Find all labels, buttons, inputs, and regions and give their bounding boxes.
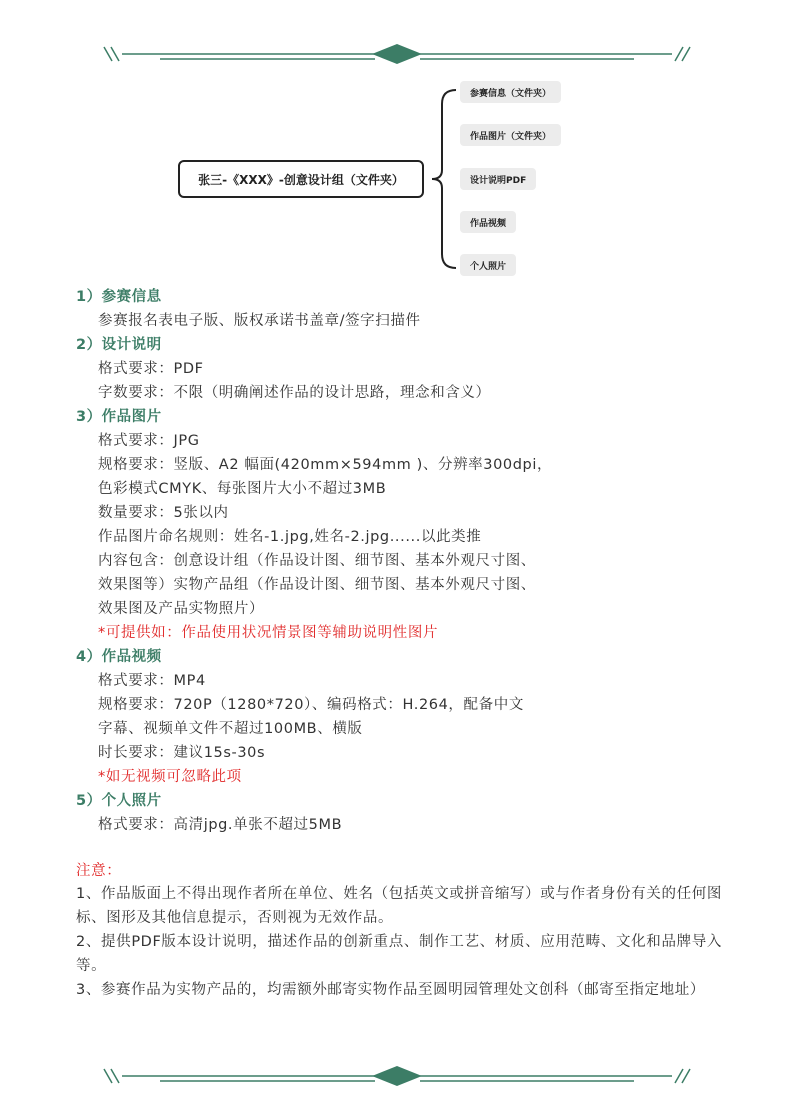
section-line: 内容包含：创意设计组（作品设计图、细节图、基本外观尺寸图、 <box>98 553 536 569</box>
mindmap-brace <box>428 86 458 272</box>
section-line: 格式要求：JPG <box>98 433 200 449</box>
mindmap-node-pdf: 设计说明PDF <box>460 168 536 190</box>
section-line: 效果图及产品实物照片） <box>98 601 265 617</box>
section-title: 2）设计说明 <box>76 337 162 353</box>
section-line: 时长要求：建议15s-30s <box>98 745 266 761</box>
section-warning: *可提供如：作品使用状况情景图等辅助说明性图片 <box>98 625 439 641</box>
section-warning: *如无视频可忽略此项 <box>98 769 242 785</box>
section-line: 格式要求：MP4 <box>98 673 206 689</box>
section-title: 3）作品图片 <box>76 409 162 425</box>
section-title: 1）参赛信息 <box>76 289 162 305</box>
note-item: 2、提供PDF版本设计说明，描述作品的创新重点、制作工艺、材质、应用范畴、文化和品牌导入等。 <box>76 934 722 974</box>
mindmap-node-images: 作品图片（文件夹） <box>460 124 561 146</box>
section-title: 4）作品视频 <box>76 649 162 665</box>
bottom-divider <box>0 1061 794 1091</box>
section-title: 5）个人照片 <box>76 793 162 809</box>
section-line: 效果图等）实物产品组（作品设计图、细节图、基本外观尺寸图、 <box>98 577 536 593</box>
mindmap-node-video: 作品视频 <box>460 211 516 233</box>
notes-title: 注意： <box>76 863 122 879</box>
note-item: 1、作品版面上不得出现作者所在单位、姓名（包括英文或拼音缩写）或与作者身份有关的任何图标、图形及其他信息提示，否则视为无效作品。 <box>76 886 722 926</box>
section-line: 色彩模式CMYK、每张图片大小不超过3MB <box>98 481 387 497</box>
section-line: 格式要求：高清jpg.单张不超过5MB <box>98 817 343 833</box>
section-line: 字数要求：不限（明确阐述作品的设计思路，理念和含义） <box>98 385 491 401</box>
section-line: 规格要求：720P（1280*720）、编码格式：H.264，配备中文 <box>98 697 524 713</box>
mindmap-node-photo: 个人照片 <box>460 254 516 276</box>
note-item: 3、参赛作品为实物产品的，均需额外邮寄实物作品至圆明园管理处文创科（邮寄至指定地址） <box>76 982 705 998</box>
section-line: 字幕、视频单文件不超过100MB、横版 <box>98 721 363 737</box>
section-line: 作品图片命名规则：姓名-1.jpg,姓名-2.jpg......以此类推 <box>98 529 482 545</box>
section-line: 数量要求：5张以内 <box>98 505 229 521</box>
section-line: 规格要求：竖版、A2 幅面(420mm×594mm )、分辨率300dpi， <box>98 457 553 473</box>
top-divider <box>0 39 794 69</box>
mindmap-root: 张三-《XXX》-创意设计组（文件夹） <box>178 160 424 198</box>
section-line: 参赛报名表电子版、版权承诺书盖章/签字扫描件 <box>98 313 421 329</box>
section-line: 格式要求：PDF <box>98 361 204 377</box>
mindmap-node-info: 参赛信息（文件夹） <box>460 81 561 103</box>
